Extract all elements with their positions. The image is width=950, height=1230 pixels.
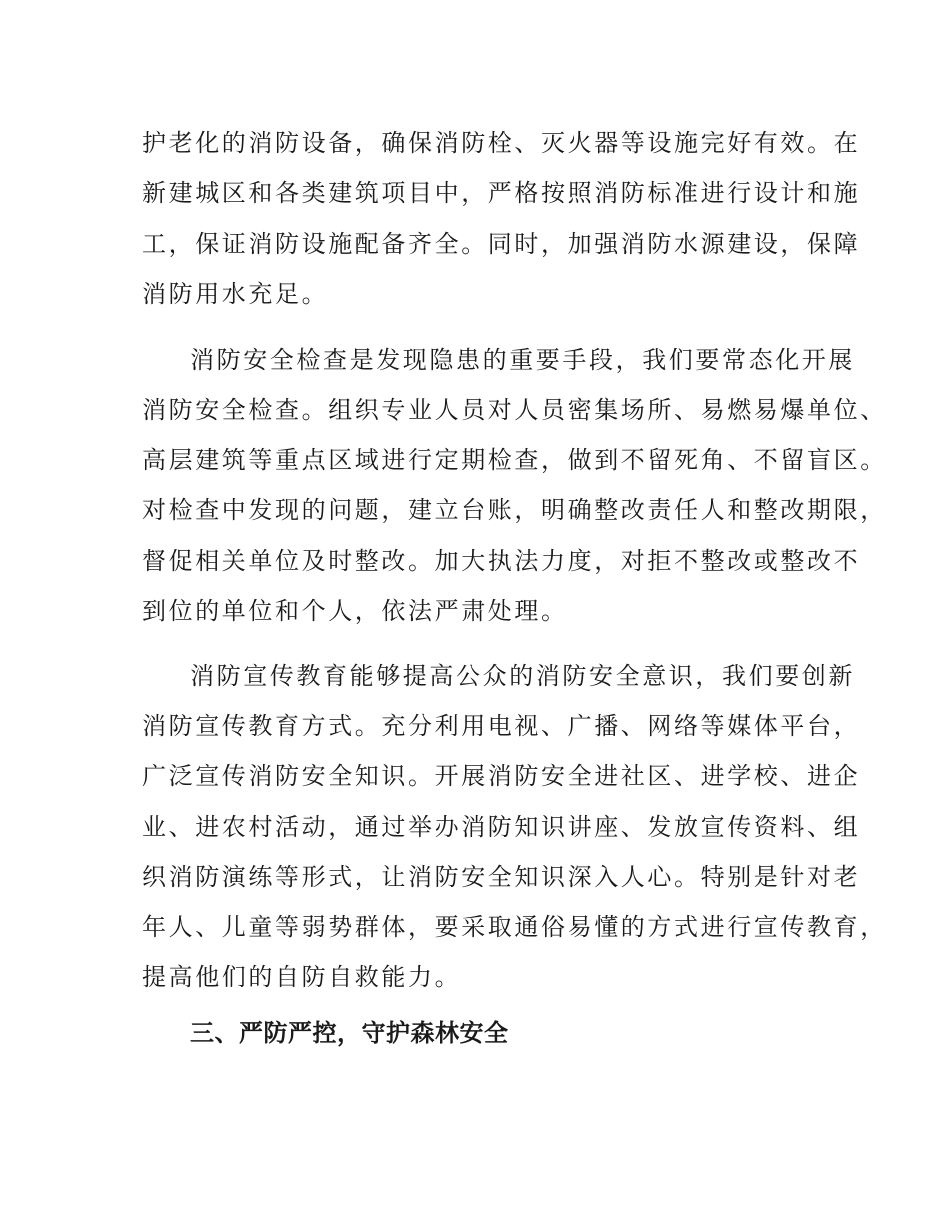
section-heading: 三、严防严控，守护森林安全 bbox=[190, 1019, 509, 1047]
paragraph-line: 消防安全检查。组织专业人员对人员密集场所、易燃易爆单位、 bbox=[142, 396, 887, 424]
paragraph-line: 年人、儿童等弱势群体，要采取通俗易懂的方式进行宣传教育， bbox=[142, 913, 887, 941]
paragraph-line: 对检查中发现的问题，建立台账，明确整改责任人和整改期限， bbox=[142, 496, 887, 524]
paragraph-line: 广泛宣传消防安全知识。开展消防安全进社区、进学校、进企 bbox=[142, 762, 861, 790]
paragraph-line: 新建城区和各类建筑项目中，严格按照消防标准进行设计和施 bbox=[142, 179, 861, 207]
paragraph-line: 到位的单位和个人，依法严肃处理。 bbox=[142, 597, 568, 625]
paragraph-line: 督促相关单位及时整改。加大执法力度，对拒不整改或整改不 bbox=[142, 547, 861, 575]
paragraph-line: 消防宣传教育方式。充分利用电视、广播、网络等媒体平台， bbox=[142, 712, 861, 740]
paragraph-line: 护老化的消防设备，确保消防栓、灭火器等设施完好有效。在 bbox=[142, 129, 861, 157]
paragraph-line: 工，保证消防设施配备齐全。同时，加强消防水源建设，保障 bbox=[142, 230, 861, 258]
paragraph-line: 消防用水充足。 bbox=[142, 280, 329, 308]
paragraph-line: 消防宣传教育能够提高公众的消防安全意识，我们要创新 bbox=[190, 662, 855, 690]
paragraph-line: 业、进农村活动，通过举办消防知识讲座、发放宣传资料、组 bbox=[142, 813, 861, 841]
paragraph-line: 高层建筑等重点区域进行定期检查，做到不留死角、不留盲区。 bbox=[142, 446, 887, 474]
paragraph-line: 提高他们的自防自救能力。 bbox=[142, 963, 462, 991]
paragraph-line: 织消防演练等形式，让消防安全知识深入人心。特别是针对老 bbox=[142, 863, 861, 891]
paragraph-line: 消防安全检查是发现隐患的重要手段，我们要常态化开展 bbox=[190, 346, 855, 374]
